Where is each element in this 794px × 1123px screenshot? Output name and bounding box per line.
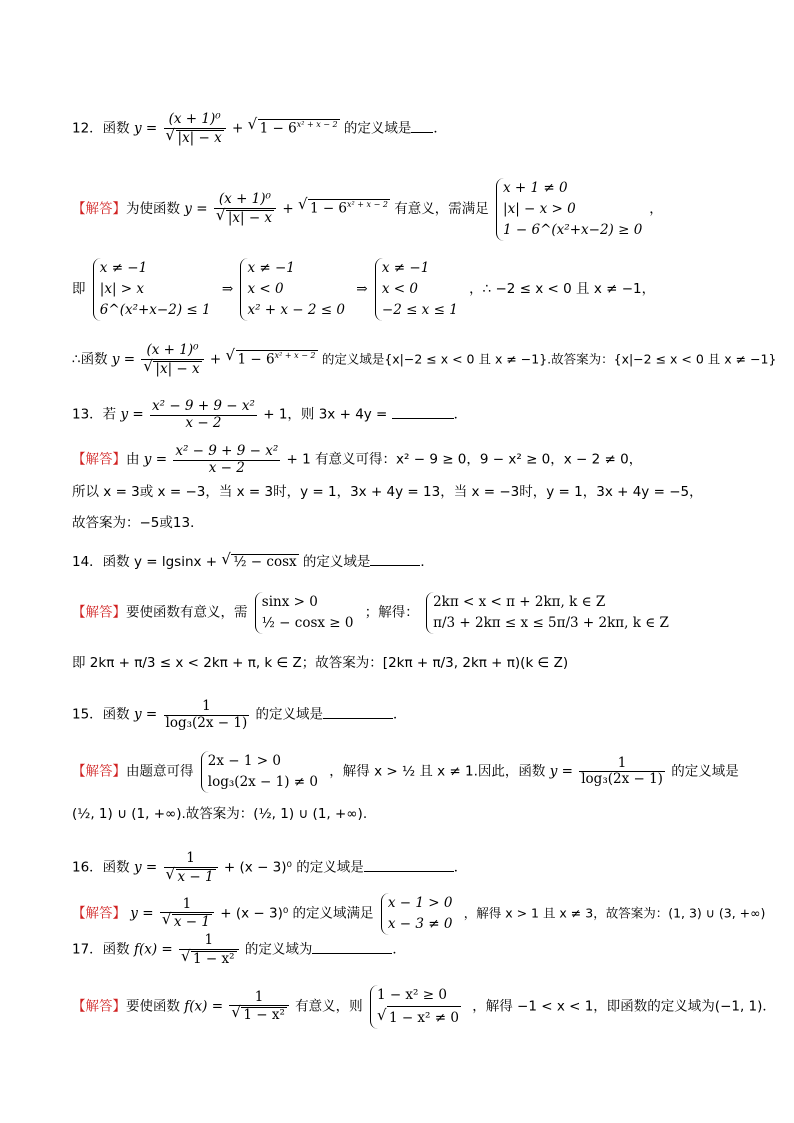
answer-14-result: 即 2kπ + π/3 ≤ x < 2kπ + π, k ∈ Z；故答案为：[2kπ + π/3, 2kπ + π)(k ∈ Z) — [72, 655, 569, 671]
equation-system: x ≠ −1 x < 0 x² + x − 2 ≤ 0 — [240, 258, 349, 321]
question-12: 12．函数 y = (x + 1)⁰ √ |x| − x + √ $1 - 6^{x^2 + x - 2}$ 的定义域是 ． — [72, 113, 447, 145]
question-label: 12．函数 — [72, 120, 130, 137]
math-text: y = — [133, 120, 158, 137]
answer-13: 【解答】由 y = $\frac{\text{x² − 9 + 9 − x²}}{x - 2}$ + 1 有意义可得：x² − 9 ≥ 0，9 − x² ≥ 0，x − 2 ≠ 0， — [72, 443, 643, 476]
equation-system: 2x − 1 > 0 log₃(2x − 1) ≠ 0 — [201, 751, 322, 793]
sqrt-expression: √ $1 - 6^{x^2 + x - 2}$ — [258, 119, 340, 136]
equation-system: sinx > 0 ½ − cosx ≥ 0 — [255, 592, 358, 634]
answer-blank — [392, 406, 454, 419]
answer-tag: 【解答】 — [72, 998, 126, 1015]
answer-13-detail: 所以 x = 3或 x = −3，当 x = 3时，y = 1，3x + 4y = 13，当 x = −3时，y = 1，3x + 4y = −5， — [72, 484, 703, 500]
question-label: 14．函数 y = lgsinx + — [72, 554, 218, 570]
equation-system: 1 − x² ≥ 0 √ 1 − x² ≠ 0 — [370, 985, 465, 1029]
question-label: 17．函数 — [72, 941, 130, 958]
question-label: 13．若 — [72, 406, 117, 423]
answer-blank — [411, 120, 433, 133]
answer-17: 【解答】要使函数 f(x) = 1 √ 1 − x² 有意义，则 1 − x² ≥ 0 √ 1 − x² ≠ 0 ，解得 −1 < x < 1，即函数的定义域为(−1, 1)． — [72, 985, 776, 1029]
answer-blank — [370, 553, 420, 566]
question-14: 14．函数 y = lgsinx + √ ½ − cosx 的定义域是 ． — [72, 553, 434, 570]
answer-blank — [312, 941, 392, 954]
answer-tag: 【解答】 — [72, 905, 126, 922]
answer-12-derivation: 即 x ≠ −1 |x| > x 6^(x²+x−2) ≤ 1 ⇒ x ≠ −1 x < 0 x² + x − 2 ≤ 0 ⇒ x ≠ −1 x < 0 −2 ≤ x ≤ 1 ，∴ −2 ≤ x < 0 且 x ≠ −1， — [72, 258, 655, 321]
fraction: (x + 1)⁰ √ |x| − x — [164, 113, 226, 145]
equation-system: x ≠ −1 |x| > x 6^(x²+x−2) ≤ 1 — [93, 258, 215, 321]
answer-tag: 【解答】 — [72, 763, 126, 780]
question-16: 16．函数 y = 1 √ x − 1 + (x − 3)⁰ 的定义域是 ． — [72, 852, 467, 884]
answer-12-conclusion: ∴函数 y = (x + 1)⁰ √ |x| − x + √ $1 - 6^{x^2 + x - 2}$ 的定义域是{x|−2 ≤ x < 0 且 x ≠ −1}.故答案为：{x|−2 ≤ x < 0 且 x ≠ −1} — [72, 344, 776, 376]
fraction: (x + 1)⁰ √ |x| − x — [214, 193, 276, 225]
answer-15: 【解答】由题意可得 2x − 1 > 0 log₃(2x − 1) ≠ 0 ，解得 x > ½ 且 x ≠ 1.因此，函数 y = $\frac{1}{\text{log₃(2x − 1)}}$ 的定义域是 — [72, 751, 739, 793]
answer-16: 【解答】 y = 1 √ x − 1 + (x − 3)⁰ 的定义域满足 x − 1 > 0 x − 3 ≠ 0 ，解得 x > 1 且 x ≠ 3，故答案为：(1, 3) ∪ (3, +∞) — [72, 893, 765, 935]
equation-system: x + 1 ≠ 0 |x| − x > 0 1 − 6^(x²+x−2) ≥ 0 — [496, 178, 646, 241]
answer-13-result: 故答案为：−5或13． — [72, 515, 204, 531]
question-13: 13．若 y = $\frac{\text{x² − 9 + 9 − x²}}{x - 2}$ + 1，则 3x + 4y = ． — [72, 398, 468, 431]
answer-blank — [323, 706, 393, 719]
question-15: 15．函数 y = $\frac{1}{\text{log₃(2x − 1)}}$ 的定义域是 ． — [72, 698, 407, 731]
question-label: 15．函数 — [72, 706, 130, 723]
answer-tag: 【解答】 — [72, 604, 126, 621]
answer-12: 【解答】为使函数 y = (x + 1)⁰ √ |x| − x + √ $1 - 6^{x^2 + x - 2}$ 有意义，需满足 x + 1 ≠ 0 |x| − x > 0 1 − 6^(x²+x−2) ≥ 0 ， — [72, 178, 663, 241]
question-17: 17．函数 f(x) = 1 √ 1 − x² 的定义域为 ． — [72, 934, 406, 966]
answer-tag: 【解答】 — [72, 200, 126, 217]
answer-14: 【解答】要使函数有意义，需 sinx > 0 ½ − cosx ≥ 0 ；解得： 2kπ < x < π + 2kπ, k ∈ Z π/3 + 2kπ ≤ x ≤ 5π/3 + 2kπ, k ∈ Z — [72, 592, 676, 634]
answer-blank — [364, 859, 454, 872]
equation-system: x ≠ −1 x < 0 −2 ≤ x ≤ 1 — [375, 258, 462, 321]
equation-system: 2kπ < x < π + 2kπ, k ∈ Z π/3 + 2kπ ≤ x ≤ 5π/3 + 2kπ, k ∈ Z — [426, 592, 673, 634]
answer-15-result: (½, 1) ∪ (1, +∞).故答案为：(½, 1) ∪ (1, +∞). — [72, 806, 368, 822]
question-label: 16．函数 — [72, 859, 130, 876]
answer-tag: 【解答】 — [72, 451, 126, 468]
equation-system: x − 1 > 0 x − 3 ≠ 0 — [381, 893, 457, 935]
